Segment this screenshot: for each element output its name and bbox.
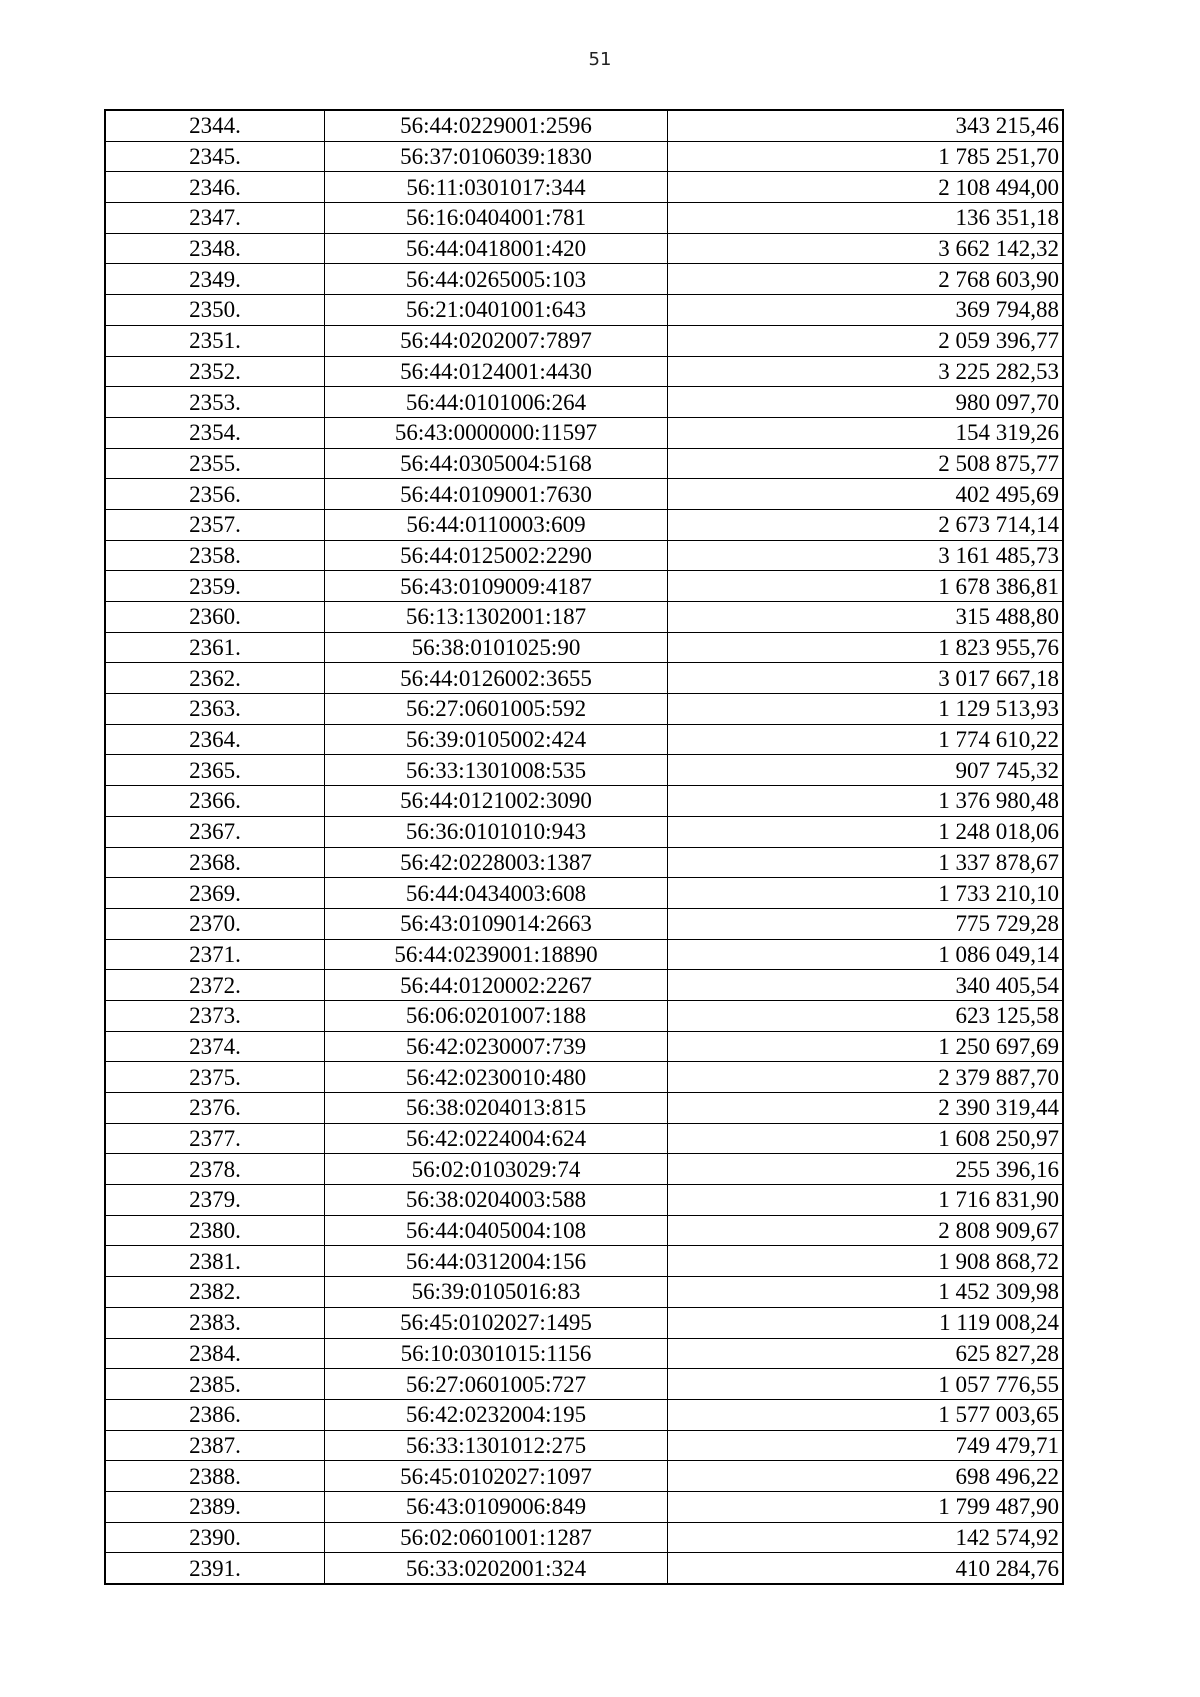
cadastral-number-cell: 56:27:0601005:727 [325,1369,668,1400]
table-row [105,356,1063,387]
cadastral-number-cell: 56:44:0418001:420 [325,233,668,264]
table-row [105,1369,1063,1400]
row-number-cell: 2361. [105,632,325,663]
row-number-cell: 2375. [105,1062,325,1093]
cadastral-number-cell: 56:42:0230007:739 [325,1031,668,1062]
row-number-cell: 2369. [105,878,325,909]
cadastral-value-cell: 2 379 887,70 [668,1062,1064,1093]
table-row [105,939,1063,970]
cadastral-number-cell: 56:44:0124001:4430 [325,356,668,387]
row-number-cell: 2390. [105,1522,325,1553]
cadastral-value-cell: 402 495,69 [668,479,1064,510]
cadastral-number-cell: 56:21:0401001:643 [325,295,668,326]
cadastral-value-cell: 749 479,71 [668,1430,1064,1461]
table-row [105,172,1063,203]
row-number-cell: 2377. [105,1123,325,1154]
table-row [105,1307,1063,1338]
cadastral-number-cell: 56:44:0229001:2596 [325,110,668,141]
table-row [105,203,1063,234]
table-row [105,295,1063,326]
cadastral-value-cell: 340 405,54 [668,970,1064,1001]
row-number-cell: 2353. [105,387,325,418]
table-row [105,724,1063,755]
cadastral-value-cell: 1 774 610,22 [668,724,1064,755]
cadastral-value-cell: 315 488,80 [668,602,1064,633]
cadastral-number-cell: 56:43:0109009:4187 [325,571,668,602]
cadastral-value-cell: 2 768 603,90 [668,264,1064,295]
row-number-cell: 2381. [105,1246,325,1277]
cadastral-number-cell: 56:44:0305004:5168 [325,448,668,479]
row-number-cell: 2355. [105,448,325,479]
cadastral-number-cell: 56:27:0601005:592 [325,694,668,725]
cadastral-value-cell: 1 337 878,67 [668,847,1064,878]
cadastral-value-cell: 698 496,22 [668,1461,1064,1492]
cadastral-number-cell: 56:44:0126002:3655 [325,663,668,694]
row-number-cell: 2350. [105,295,325,326]
cadastral-number-cell: 56:44:0101006:264 [325,387,668,418]
cadastral-number-cell: 56:38:0101025:90 [325,632,668,663]
row-number-cell: 2360. [105,602,325,633]
table-row [105,417,1063,448]
row-number-cell: 2391. [105,1553,325,1584]
cadastral-number-cell: 56:44:0110003:609 [325,509,668,540]
cadastral-value-cell: 775 729,28 [668,908,1064,939]
row-number-cell: 2380. [105,1215,325,1246]
cadastral-number-cell: 56:39:0105002:424 [325,724,668,755]
table-row [105,694,1063,725]
cadastral-value-cell: 410 284,76 [668,1553,1064,1584]
cadastral-number-cell: 56:44:0120002:2267 [325,970,668,1001]
cadastral-number-cell: 56:44:0239001:18890 [325,939,668,970]
cadastral-value-cell: 255 396,16 [668,1154,1064,1185]
table-row [105,878,1063,909]
cadastral-number-cell: 56:38:0204003:588 [325,1185,668,1216]
table-row [105,970,1063,1001]
cadastral-number-cell: 56:42:0228003:1387 [325,847,668,878]
table-row [105,1215,1063,1246]
row-number-cell: 2382. [105,1277,325,1308]
row-number-cell: 2366. [105,786,325,817]
cadastral-number-cell: 56:16:0404001:781 [325,203,668,234]
cadastral-value-cell: 2 673 714,14 [668,509,1064,540]
row-number-cell: 2358. [105,540,325,571]
cadastral-number-cell: 56:44:0405004:108 [325,1215,668,1246]
row-number-cell: 2362. [105,663,325,694]
table-row [105,540,1063,571]
table-row [105,1031,1063,1062]
table-row [105,141,1063,172]
table-row [105,632,1063,663]
cadastral-number-cell: 56:44:0202007:7897 [325,325,668,356]
row-number-cell: 2389. [105,1491,325,1522]
table-row [105,479,1063,510]
row-number-cell: 2368. [105,847,325,878]
cadastral-value-cell: 907 745,32 [668,755,1064,786]
cadastral-value-cell: 625 827,28 [668,1338,1064,1369]
row-number-cell: 2371. [105,939,325,970]
cadastral-value-cell: 3 161 485,73 [668,540,1064,571]
cadastral-value-cell: 1 823 955,76 [668,632,1064,663]
table-row [105,602,1063,633]
cadastral-number-cell: 56:44:0109001:7630 [325,479,668,510]
cadastral-number-cell: 56:44:0265005:103 [325,264,668,295]
cadastral-number-cell: 56:44:0434003:608 [325,878,668,909]
cadastral-value-cell: 623 125,58 [668,1000,1064,1031]
table-row [105,1553,1063,1584]
table-row [105,571,1063,602]
cadastral-number-cell: 56:36:0101010:943 [325,816,668,847]
row-number-cell: 2383. [105,1307,325,1338]
cadastral-value-cell: 2 108 494,00 [668,172,1064,203]
row-number-cell: 2357. [105,509,325,540]
row-number-cell: 2359. [105,571,325,602]
row-number-cell: 2367. [105,816,325,847]
cadastral-value-cell: 1 248 018,06 [668,816,1064,847]
table-row [105,264,1063,295]
table-body [105,110,1063,1584]
row-number-cell: 2386. [105,1399,325,1430]
cadastral-value-cell: 980 097,70 [668,387,1064,418]
cadastral-number-cell: 56:43:0000000:11597 [325,417,668,448]
cadastral-value-cell: 2 508 875,77 [668,448,1064,479]
row-number-cell: 2345. [105,141,325,172]
table-row [105,1154,1063,1185]
cadastral-number-cell: 56:11:0301017:344 [325,172,668,203]
cadastral-value-cell: 1 678 386,81 [668,571,1064,602]
cadastral-value-cell: 1 057 776,55 [668,1369,1064,1400]
cadastral-value-cell: 1 452 309,98 [668,1277,1064,1308]
cadastral-number-cell: 56:10:0301015:1156 [325,1338,668,1369]
cadastral-number-cell: 56:02:0103029:74 [325,1154,668,1185]
table-row [105,1522,1063,1553]
cadastral-value-cell: 2 808 909,67 [668,1215,1064,1246]
row-number-cell: 2356. [105,479,325,510]
row-number-cell: 2378. [105,1154,325,1185]
table-row [105,1430,1063,1461]
cadastral-number-cell: 56:43:0109014:2663 [325,908,668,939]
row-number-cell: 2388. [105,1461,325,1492]
cadastral-number-cell: 56:38:0204013:815 [325,1093,668,1124]
cadastral-value-cell: 2 059 396,77 [668,325,1064,356]
row-number-cell: 2344. [105,110,325,141]
row-number-cell: 2352. [105,356,325,387]
cadastral-value-cell: 1 577 003,65 [668,1399,1064,1430]
table-row [105,325,1063,356]
row-number-cell: 2376. [105,1093,325,1124]
row-number-cell: 2387. [105,1430,325,1461]
table-row [105,1399,1063,1430]
row-number-cell: 2354. [105,417,325,448]
row-number-cell: 2370. [105,908,325,939]
cadastral-value-cell: 1 716 831,90 [668,1185,1064,1216]
cadastral-number-cell: 56:42:0232004:195 [325,1399,668,1430]
row-number-cell: 2346. [105,172,325,203]
cadastral-value-cell: 154 319,26 [668,417,1064,448]
cadastral-value-cell: 136 351,18 [668,203,1064,234]
cadastral-number-cell: 56:33:0202001:324 [325,1553,668,1584]
table-row [105,1062,1063,1093]
cadastral-value-cell: 1 119 008,24 [668,1307,1064,1338]
row-number-cell: 2348. [105,233,325,264]
table-row [105,110,1063,141]
cadastral-value-cell: 1 785 251,70 [668,141,1064,172]
row-number-cell: 2385. [105,1369,325,1400]
table-row [105,509,1063,540]
cadastral-value-cell: 1 250 697,69 [668,1031,1064,1062]
cadastral-number-cell: 56:42:0230010:480 [325,1062,668,1093]
cadastral-number-cell: 56:06:0201007:188 [325,1000,668,1031]
cadastral-number-cell: 56:33:1301008:535 [325,755,668,786]
cadastral-value-cell: 2 390 319,44 [668,1093,1064,1124]
table-row [105,1093,1063,1124]
table-row [105,786,1063,817]
cadastral-value-cell: 1 799 487,90 [668,1491,1064,1522]
table-row [105,1338,1063,1369]
row-number-cell: 2373. [105,1000,325,1031]
cadastral-number-cell: 56:45:0102027:1495 [325,1307,668,1338]
cadastral-number-cell: 56:43:0109006:849 [325,1491,668,1522]
table-row [105,1000,1063,1031]
table-row [105,755,1063,786]
cadastral-value-cell: 1 733 210,10 [668,878,1064,909]
row-number-cell: 2379. [105,1185,325,1216]
row-number-cell: 2347. [105,203,325,234]
cadastral-number-cell: 56:39:0105016:83 [325,1277,668,1308]
cadastral-value-cell: 1 908 868,72 [668,1246,1064,1277]
row-number-cell: 2364. [105,724,325,755]
cadastral-value-table [104,109,1064,1585]
row-number-cell: 2365. [105,755,325,786]
row-number-cell: 2372. [105,970,325,1001]
table-row [105,233,1063,264]
cadastral-number-cell: 56:44:0125002:2290 [325,540,668,571]
cadastral-number-cell: 56:42:0224004:624 [325,1123,668,1154]
cadastral-value-cell: 369 794,88 [668,295,1064,326]
cadastral-number-cell: 56:44:0121002:3090 [325,786,668,817]
table-row [105,1246,1063,1277]
table-row [105,847,1063,878]
row-number-cell: 2349. [105,264,325,295]
table-row [105,816,1063,847]
cadastral-value-cell: 1 086 049,14 [668,939,1064,970]
cadastral-number-cell: 56:45:0102027:1097 [325,1461,668,1492]
row-number-cell: 2351. [105,325,325,356]
table-row [105,1491,1063,1522]
table-row [105,663,1063,694]
cadastral-value-cell: 1 608 250,97 [668,1123,1064,1154]
table-row [105,387,1063,418]
table-row [105,1461,1063,1492]
page-number: 51 [588,49,612,70]
cadastral-number-cell: 56:37:0106039:1830 [325,141,668,172]
cadastral-number-cell: 56:02:0601001:1287 [325,1522,668,1553]
cadastral-number-cell: 56:44:0312004:156 [325,1246,668,1277]
row-number-cell: 2374. [105,1031,325,1062]
cadastral-value-cell: 3 662 142,32 [668,233,1064,264]
table-row [105,1185,1063,1216]
row-number-cell: 2363. [105,694,325,725]
cadastral-value-cell: 142 574,92 [668,1522,1064,1553]
table-row [105,1277,1063,1308]
table-row [105,448,1063,479]
cadastral-value-cell: 1 376 980,48 [668,786,1064,817]
cadastral-value-cell: 3 225 282,53 [668,356,1064,387]
row-number-cell: 2384. [105,1338,325,1369]
table-row [105,908,1063,939]
cadastral-value-cell: 1 129 513,93 [668,694,1064,725]
cadastral-value-cell: 3 017 667,18 [668,663,1064,694]
cadastral-number-cell: 56:13:1302001:187 [325,602,668,633]
cadastral-value-cell: 343 215,46 [668,110,1064,141]
cadastral-number-cell: 56:33:1301012:275 [325,1430,668,1461]
table-row [105,1123,1063,1154]
